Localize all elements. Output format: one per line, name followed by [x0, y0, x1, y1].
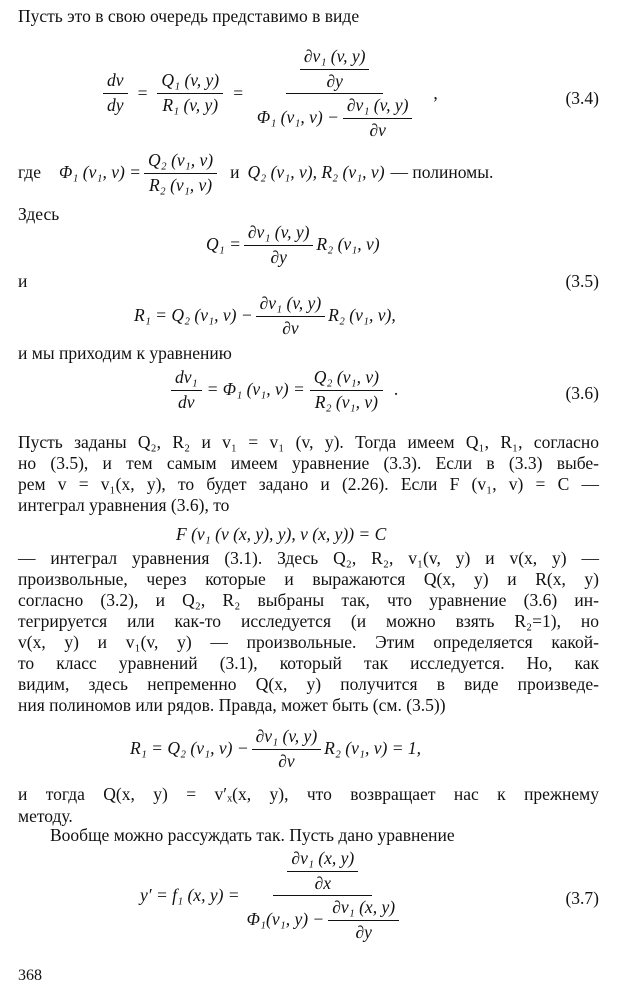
denominator: R₂ (v₁, v) — [148, 174, 213, 195]
page-number: 368 — [18, 967, 42, 984]
text-word: — полиномы. — [390, 162, 494, 183]
fraction — [157, 70, 223, 117]
fraction — [252, 726, 322, 773]
text-line: Вообще можно рассуждать так. Пусть дано уравнение — [50, 825, 455, 845]
math-term: y′ = f₁ (x, y) = — [140, 884, 240, 905]
fraction — [244, 222, 314, 269]
compound-fraction — [253, 46, 417, 142]
denominator: ∂v — [278, 750, 295, 771]
numerator: ∂v₁ (v, y) — [252, 726, 322, 750]
denominator: dy — [107, 95, 124, 116]
denominator: ∂y — [326, 70, 343, 91]
denominator: R₂ (v₁, v) — [314, 391, 378, 412]
numerator: ∂v₁ (v, y) — [244, 222, 314, 246]
text-line: v(x, y) и v₁(v, y) — произвольные. Этим определяется какой- — [18, 632, 599, 652]
numerator: ∂v₁ (v, y) — [343, 95, 413, 119]
numerator: dv — [103, 70, 128, 94]
numerator: ∂v₁ (x, y) — [328, 897, 399, 921]
fraction — [171, 367, 202, 414]
text-word: и — [230, 162, 240, 183]
text-line: произвольные, через которые и выражаются Q(x, y) и R(x, y) — [18, 569, 599, 589]
numerator: ∂v₁ (x, y) — [287, 848, 358, 872]
math-term: Q₂ (v₁, v), R₂ (v₁, v) — [247, 162, 385, 183]
text-line: рем v = v₁(x, y), то будет задано и (2.26). Если F (v₁, v) = C — — [18, 474, 599, 494]
math-term: = Φ₁ (v₁, v) = — [206, 379, 305, 400]
text-line: тегрируется или как-то исследуется (и можно взять R₂=1), но — [18, 611, 599, 631]
equation-number: (3.5) — [565, 271, 599, 291]
text-word: где — [18, 162, 41, 183]
fraction — [103, 70, 128, 117]
fraction — [310, 367, 383, 414]
fraction — [343, 95, 413, 142]
equation-3-5a — [206, 222, 380, 269]
text-line: согласно (3.2), и Q₂, R₂ выбраны так, что уравнение (3.6) ин- — [18, 590, 599, 610]
text-line: и — [18, 271, 28, 291]
text-line: то класс уравнений (3.1), который так исследуется. Но, как — [18, 653, 599, 673]
text-line: ния полиномов или рядов. Правда, может быть (см. (3.5)) — [18, 695, 446, 715]
math-term: R₂ (v₁, v) = 1, — [324, 738, 422, 759]
numerator: ∂v₁ (v, y) — [300, 46, 370, 70]
denominator: dv — [178, 391, 195, 412]
numerator: dv₁ — [171, 367, 202, 391]
fraction — [144, 150, 217, 197]
equation-number: (3.7) — [565, 888, 599, 908]
equation-3-7 — [140, 848, 406, 944]
math-term: R₁ = Q₂ (v₁, v) − — [130, 738, 249, 759]
equation-number: (3.4) — [565, 88, 599, 108]
text-line: и мы приходим к уравнению — [18, 343, 232, 363]
equation-f-integral: F (v₁ (v (x, y), y), v (x, y)) = C — [176, 524, 387, 544]
denominator: ∂y — [355, 921, 372, 942]
denominator-term: Φ₁(v₁, y) − — [246, 909, 325, 930]
text-line: видим, здесь непременно Q(x, y) получится в виде произведе- — [18, 674, 599, 694]
text-line: Пусть заданы Q₂, R₂ и v₁ = v₁ (v, y). Тогда имеем Q₁, R₁, согласно — [18, 432, 599, 452]
denominator: R₁ (v, y) — [162, 95, 219, 116]
denominator: ∂x — [314, 872, 332, 893]
text-line: но (3.5), и тем самым имеем уравнение (3.3). Если в (3.3) выбе- — [18, 453, 599, 473]
math-term: R₁ = Q₂ (v₁, v) − — [134, 305, 253, 326]
equation-3-4: $\frac{dv}{dy}$ = $\frac{\text{Q₁ (v, y)}}{\text{R₁ (v, y)}}$ = $\frac{\text{∂v₁ (v, y)}}{\partial y}$ Φ₁ (v₁, v) − $\frac{\text{∂v₁ (v, y)}}{\partial v}$ , — [100, 46, 438, 142]
text-line: — интеграл уравнения (3.1). Здесь Q₂, R₂, v₁(v, y) и v(x, y) — — [18, 548, 599, 568]
math-term: R₂ (v₁, v), — [328, 305, 396, 326]
text-line: Пусть это в свою очередь представимо в виде — [18, 6, 360, 26]
text-line: Здесь — [18, 204, 60, 224]
fraction — [328, 897, 399, 944]
equation-3-5b — [134, 293, 396, 340]
definition-line — [18, 150, 599, 197]
fraction — [300, 46, 370, 93]
denominator: ∂v — [282, 317, 299, 338]
math-term: Φ₁ (v₁, v) = — [58, 162, 141, 183]
equation-r1-unity — [130, 726, 421, 773]
compound-fraction — [243, 848, 403, 944]
equation-number: (3.6) — [565, 383, 599, 403]
numerator: ∂v₁ (v, y) — [256, 293, 326, 317]
punctuation: , — [433, 82, 438, 103]
punctuation: . — [393, 379, 399, 400]
text-line: интеграл уравнения (3.6), то — [18, 495, 230, 515]
denominator: ∂y — [270, 246, 287, 267]
text-line: и тогда Q(x, y) = v′ₓ(x, y), что возвращает нас к прежнему — [18, 784, 599, 804]
denominator: ∂v — [369, 119, 386, 140]
math-term: R₂ (v₁, v) — [316, 234, 380, 255]
numerator: Q₂ (v₁, v) — [310, 367, 383, 391]
fraction — [287, 848, 358, 895]
equation-3-6 — [168, 367, 398, 414]
math-term: Q₁ = — [206, 234, 241, 255]
numerator: Q₂ (v₁, v) — [144, 150, 217, 174]
fraction — [256, 293, 326, 340]
denominator-term: Φ₁ (v₁, v) − — [256, 107, 339, 128]
text-line: методу. — [18, 806, 73, 826]
numerator: Q₁ (v, y) — [157, 70, 223, 94]
